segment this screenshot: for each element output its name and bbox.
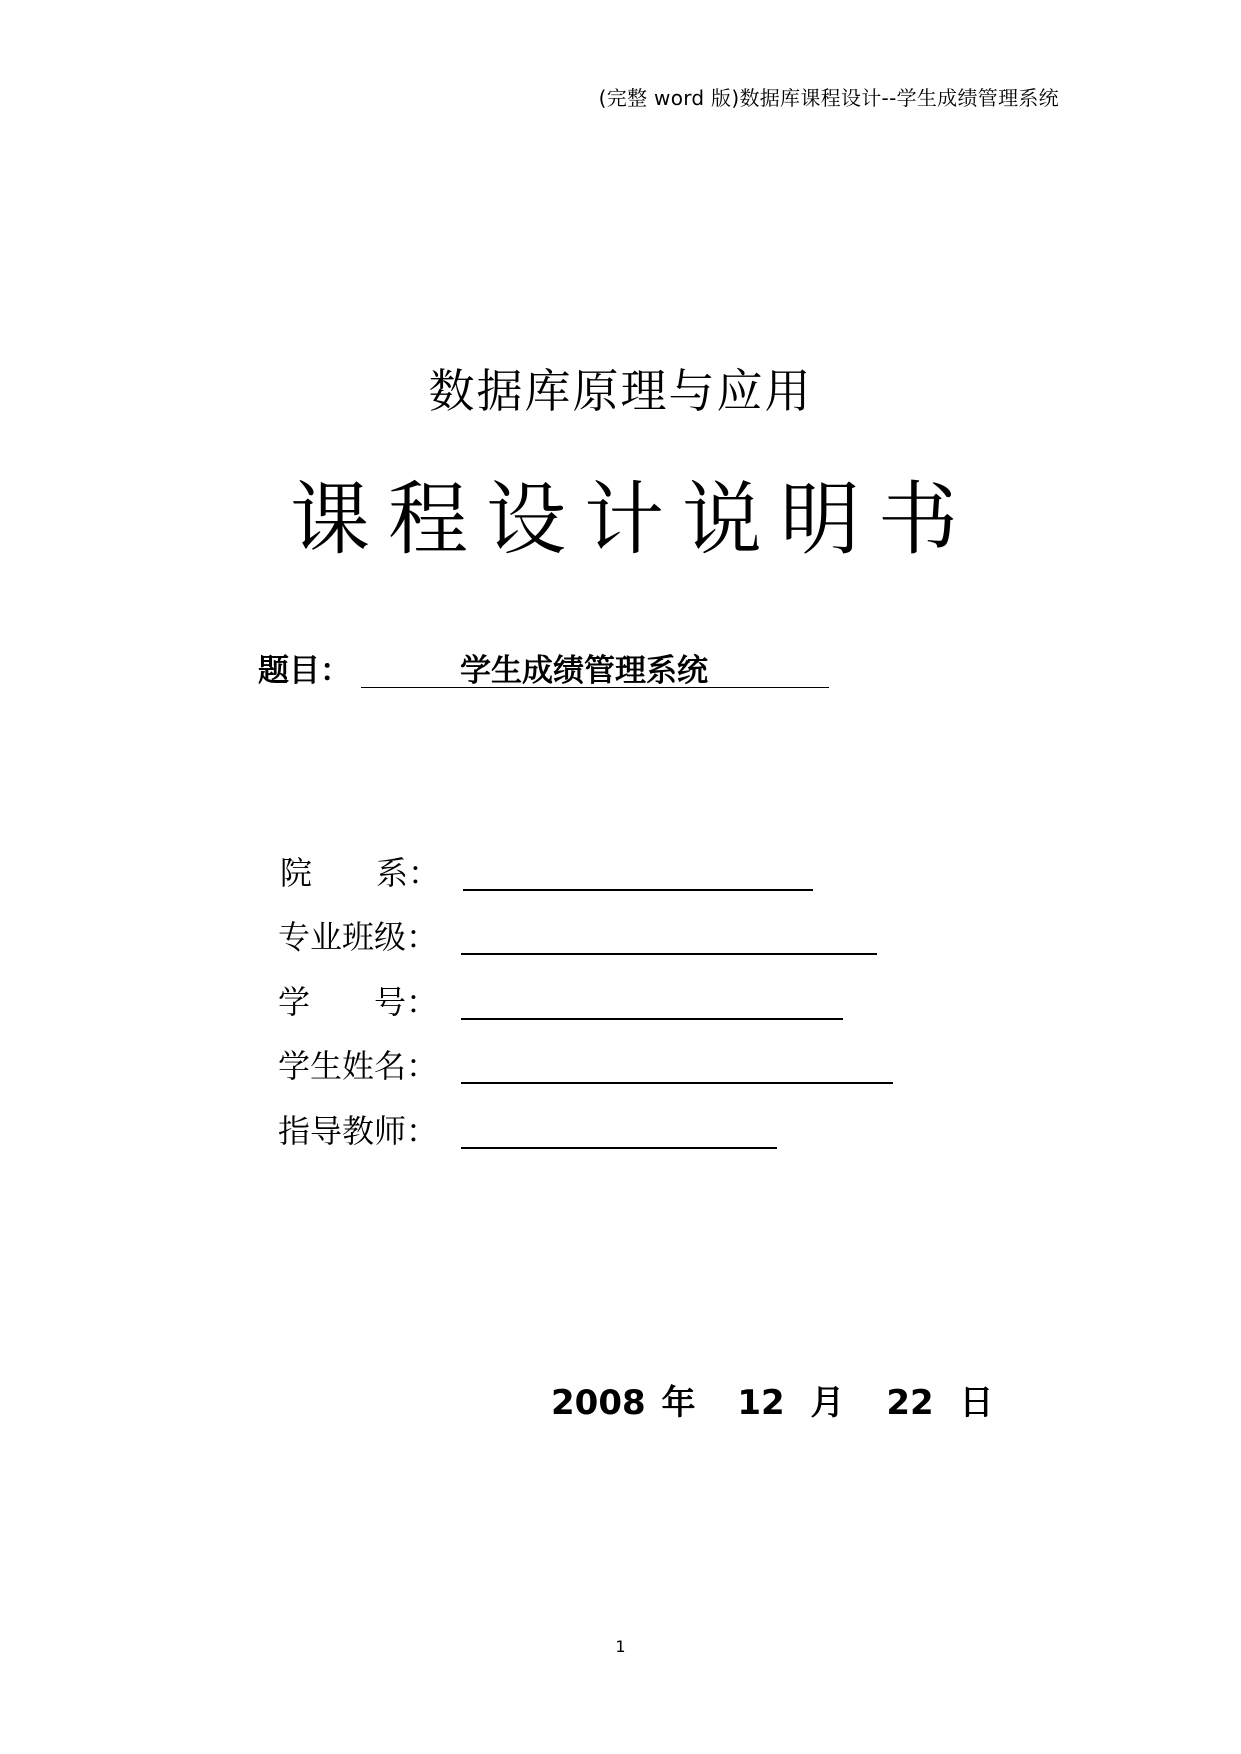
course-subject: 数据库原理与应用 xyxy=(428,364,813,418)
date-month: 12 xyxy=(737,1383,785,1423)
field-line-student-id xyxy=(461,1018,843,1020)
document-title: 课程设计说明书 xyxy=(290,473,976,566)
field-class xyxy=(278,912,978,962)
date-month-unit: 月 xyxy=(810,1383,845,1423)
field-student-name xyxy=(278,1041,978,1091)
field-label-student-id: 学 号： xyxy=(278,983,439,1021)
topic-value: 学生成绩管理系统 xyxy=(460,653,708,689)
date-day: 22 xyxy=(886,1383,934,1423)
field-line-student-name xyxy=(461,1082,893,1084)
field-label-department: 院 系： xyxy=(280,854,441,892)
field-department xyxy=(278,848,978,898)
field-advisor xyxy=(278,1106,978,1156)
field-label-student-name: 学生姓名： xyxy=(278,1047,439,1085)
field-label-class: 专业班级： xyxy=(278,918,439,956)
running-header: (完整 word 版)数据库课程设计--学生成绩管理系统 xyxy=(598,86,1059,110)
topic-row xyxy=(258,645,858,689)
field-label-advisor: 指导教师： xyxy=(278,1112,439,1150)
date-year: 2008 xyxy=(551,1383,646,1423)
topic-label: 题目： xyxy=(258,653,351,689)
date-year-unit: 年 xyxy=(661,1383,696,1423)
page-number: 1 xyxy=(615,1637,626,1656)
date-day-unit: 日 xyxy=(959,1383,994,1423)
field-line-department xyxy=(463,889,813,891)
field-line-advisor xyxy=(461,1147,777,1149)
cover-date xyxy=(551,1375,994,1424)
field-line-class xyxy=(461,953,877,955)
field-student-id xyxy=(278,977,978,1027)
